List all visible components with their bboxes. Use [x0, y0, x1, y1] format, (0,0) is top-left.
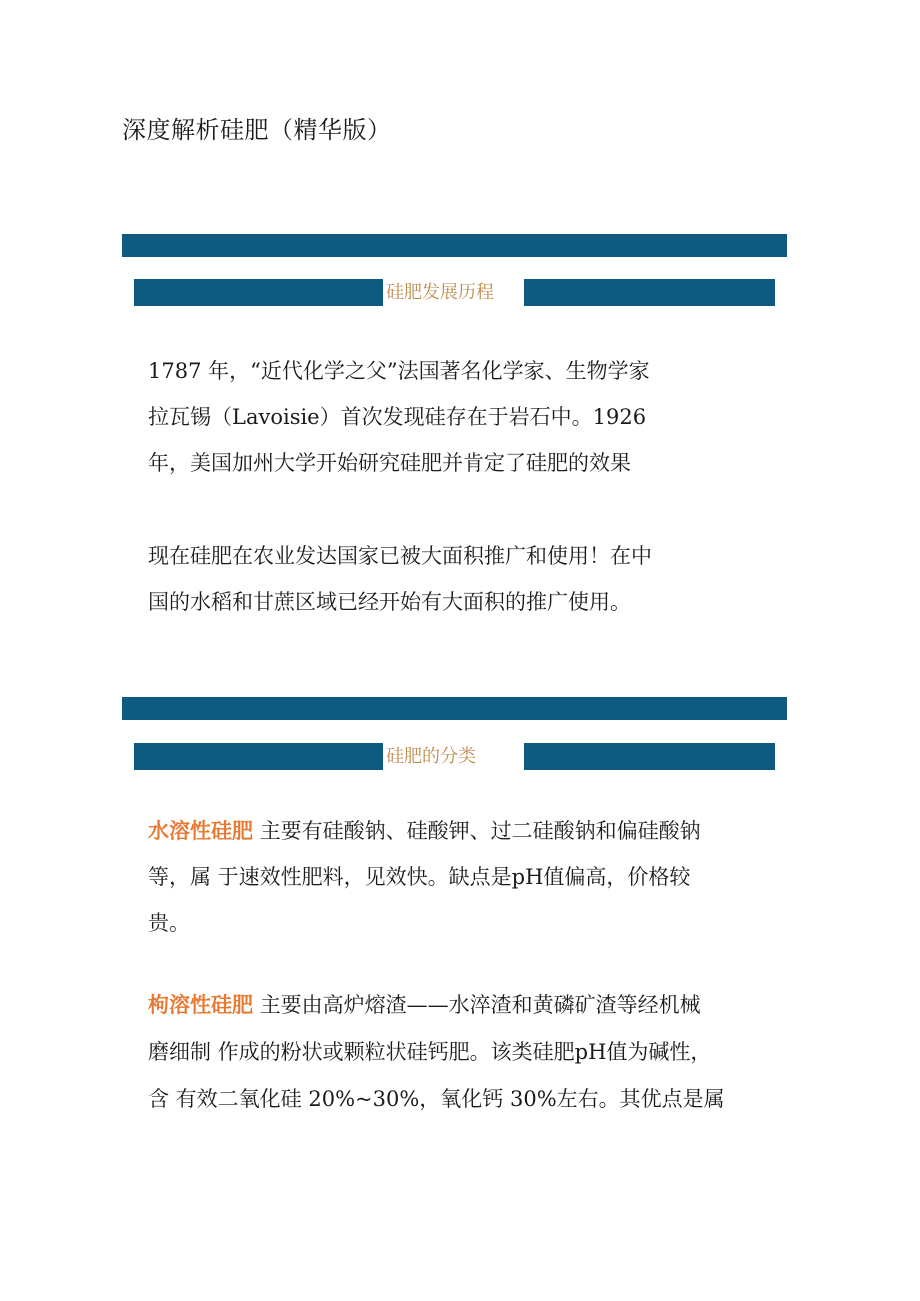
- heading-bar-right: [524, 279, 775, 306]
- paragraph-water-soluble: [148, 808, 701, 946]
- term-water-soluble-silicon-fertilizer: 水溶性硅肥: [148, 818, 253, 843]
- paragraph-line: 1787 年，“近代化学之父”法国著名化学家、生物学家: [148, 359, 650, 383]
- paragraph-line: [148, 808, 701, 854]
- paragraph-line-text: 主要有硅酸钠、硅酸钾、过二硅酸钠和偏硅酸钠: [259, 819, 701, 843]
- paragraph-line: 国的水稻和甘蔗区域已经开始有大面积的推广使用。: [148, 590, 631, 614]
- heading-bar-left: [134, 743, 383, 770]
- section-divider-band: [122, 234, 787, 257]
- term-citrate-soluble-silicon-fertilizer: 枸溶性硅肥: [148, 992, 253, 1017]
- section-heading-bar: [134, 743, 775, 770]
- section-heading: 硅肥的分类: [386, 746, 476, 767]
- paragraph-line: 现在硅肥在农业发达国家已被大面积推广和使用！在中: [148, 544, 652, 568]
- paragraph-line: 年，美国加州大学开始研究硅肥并肯定了硅肥的效果: [148, 451, 631, 475]
- document-title: 深度解析硅肥（精华版）: [122, 116, 392, 144]
- section-heading-bar: [134, 279, 775, 306]
- paragraph-history-discovery: [148, 348, 650, 486]
- heading-bar-left: [134, 279, 383, 306]
- section-heading: 硅肥发展历程: [386, 282, 494, 303]
- paragraph-citrate-soluble: [148, 982, 725, 1123]
- paragraph-line: 贵。: [148, 911, 190, 935]
- section-divider-band: [122, 697, 787, 720]
- paragraph-line-text: 主要由高炉熔渣——水淬渣和黄磷矿渣等经机械: [259, 993, 701, 1017]
- heading-bar-right: [524, 743, 775, 770]
- paragraph-history-adoption: [148, 533, 652, 625]
- paragraph-line: 磨细制 作成的粉状或颗粒状硅钙肥。该类硅肥pH值为碱性，: [148, 1040, 712, 1064]
- paragraph-line: [148, 982, 725, 1029]
- paragraph-line: 等，属 于速效性肥料，见效快。缺点是pH值偏高，价格较: [148, 865, 691, 889]
- paragraph-line: 拉瓦锡（Lavoisie）首次发现硅存在于岩石中。1926: [148, 405, 647, 429]
- paragraph-line: 含 有效二氧化硅 20%~30%，氧化钙 30%左右。其优点是属: [148, 1087, 725, 1111]
